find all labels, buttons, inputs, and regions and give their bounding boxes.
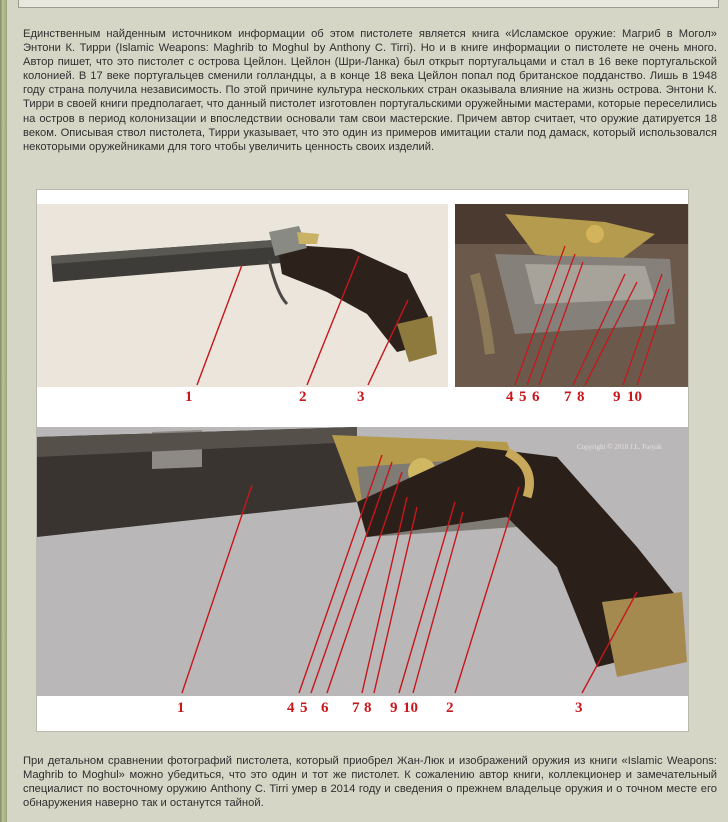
label-1: 1 xyxy=(185,389,193,405)
label-2: 2 xyxy=(299,389,307,405)
label-5: 5 xyxy=(300,700,308,716)
lock-closeup-photo xyxy=(455,204,689,405)
label-8: 8 xyxy=(577,389,585,405)
label-8: 8 xyxy=(364,700,372,716)
article-content xyxy=(7,14,728,822)
label-7: 7 xyxy=(352,700,360,716)
previous-block-frame xyxy=(18,0,719,8)
label-3: 3 xyxy=(575,700,583,716)
pistol-full-photo xyxy=(37,204,448,405)
label-4: 4 xyxy=(287,700,295,716)
page-left-border xyxy=(0,0,7,822)
label-10: 10 xyxy=(627,389,642,405)
label-10: 10 xyxy=(403,700,418,716)
conclusion-paragraph: При детальном сравнении фотографий пистолета, который приобрел Жан-Люк и изображений оружия из книги «Islamic Weapons: Maghrib to Moghul» можно убедиться, что это один и тот же пистолет. К сожалению автор книги, коллекционер и замечательный специалист по восточному оружию Anthony C. Tirri умер в 2014 году и сведения о прежнем владельце оружия и о точном месте его обнаружения наверно так и останутся тайной. xyxy=(23,755,717,810)
photo-copyright: Copyright © 2010 J.L. Faryak xyxy=(577,443,662,451)
label-6: 6 xyxy=(321,700,329,716)
label-1: 1 xyxy=(177,700,185,716)
pistol-comparison-figure xyxy=(36,189,689,732)
label-4: 4 xyxy=(506,389,514,405)
label-7: 7 xyxy=(564,389,572,405)
book-pistol-photo xyxy=(37,427,689,716)
label-5: 5 xyxy=(519,389,527,405)
label-2: 2 xyxy=(446,700,454,716)
intro-paragraph: Единственным найденным источником информации об этом пистолете является книга «Исламское оружие: Магриб в Могол» Энтони К. Тирри (Islamic Weapons: Maghrib to Moghul by Anthony C. Tirri). Но и в книге информации о пистолете не очень много. Автор пишет, что это пистолет с острова Цейлон. Цейлон (Шри-Ланка) был открыт португальцами и стал в 16 веке португальской колонией. В 17 веке португальцев сменили голландцы, а в конце 18 века Цейлон попал под британское подданство. Лишь в 1948 году страна получила независимость. По этой причине культура нескольких стран оказывала влияние на жизнь острова. Энтони К. Тирри в своей книги предполагает, что данный пистолет изготовлен португальскими оружейными мастерами, которые переселились на остров в период колонизации и впоследствии основали там свои мастерские. Причем автор считает, что оружие датируется 18 веком. Описывая ствол пистолета, Тирри указывает, что это один из примеров имитации стали под дамаск, который использовался некоторыми оружейниками для того чтобы увеличить ценность своих изделий. xyxy=(23,28,717,153)
label-3: 3 xyxy=(357,389,365,405)
label-6: 6 xyxy=(532,389,540,405)
label-9: 9 xyxy=(390,700,398,716)
label-9: 9 xyxy=(613,389,621,405)
